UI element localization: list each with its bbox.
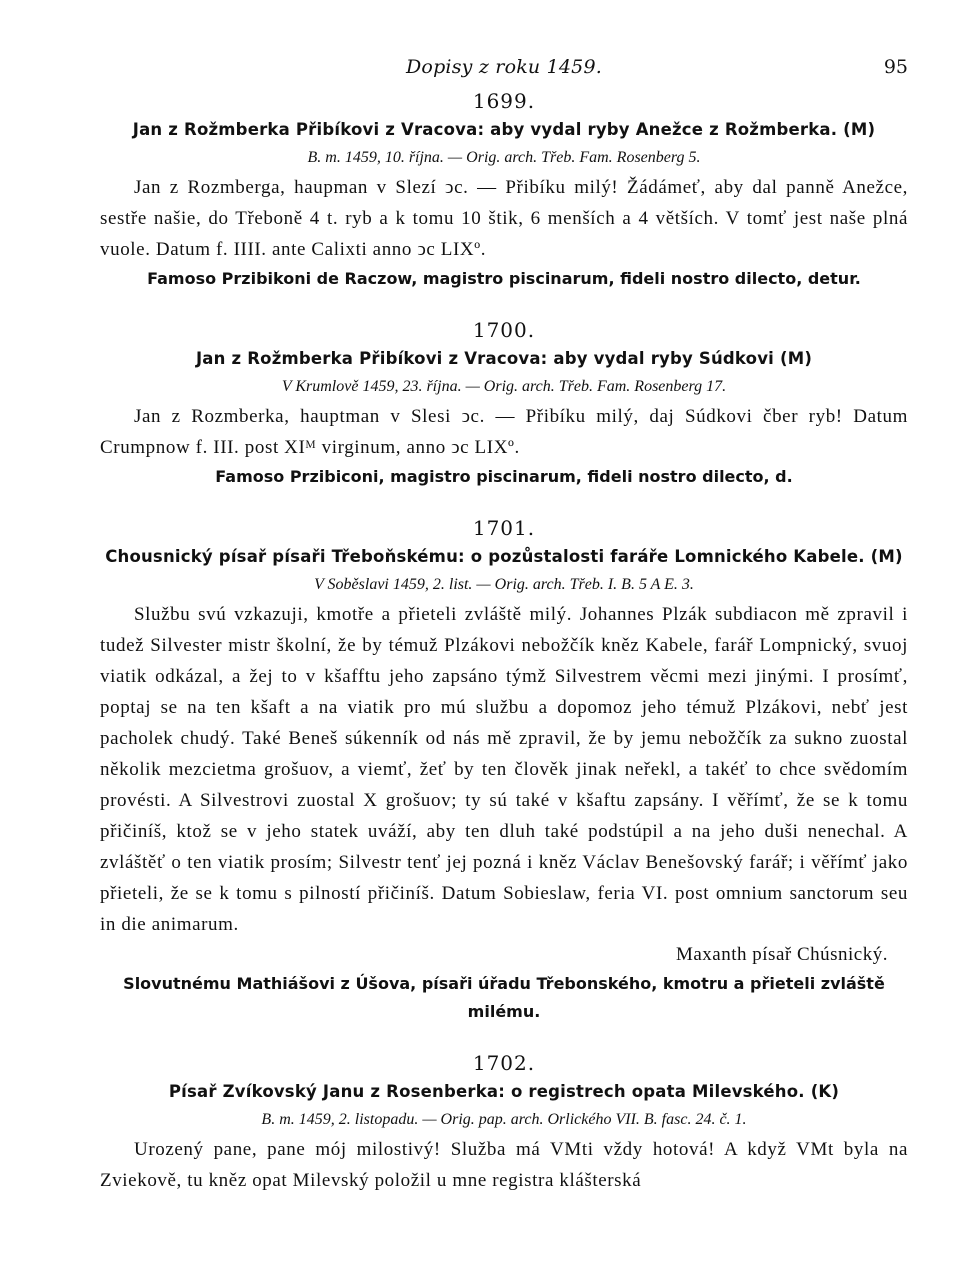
letter-1699 xyxy=(100,86,908,293)
letter-number: 1702. xyxy=(472,1051,536,1075)
running-head xyxy=(100,52,908,86)
letter-source: B. m. 1459, 10. října. — Orig. arch. Třeb. Fam. Rosenberg 5. xyxy=(307,149,701,166)
letter-number: 1700. xyxy=(472,318,536,342)
letter-number: 1699. xyxy=(472,89,536,113)
letter-heading: Písař Zvíkovský Janu z Rosenberka: o registrech opata Milevského. (K) xyxy=(168,1082,840,1101)
letter-body: Jan z Rozmberka, hauptman v Slesi ͻc. — Přibíku milý, daj Súdkovi čber ryb! Datum Crumpnow f. III. post XIᴹ virginum, anno ͻc LIXº. xyxy=(100,406,908,458)
running-head-title: Dopisy z roku 1459. xyxy=(406,56,602,78)
letter-source: B. m. 1459, 2. listopadu. — Orig. pap. arch. Orlického VII. B. fasc. 24. č. 1. xyxy=(261,1111,747,1128)
letter-source: V Soběslavi 1459, 2. list. — Orig. arch. Třeb. I. B. 5 A E. 3. xyxy=(314,576,694,593)
letter-heading: Jan z Rožmberka Přibíkovi z Vracova: aby vydal ryby Súdkovi (M) xyxy=(195,349,813,368)
letter-heading: Chousnický písař písaři Třeboňskému: o pozůstalosti faráře Lomnického Kabele. (M) xyxy=(105,547,903,566)
letter-number: 1701. xyxy=(472,516,536,540)
letter-1702 xyxy=(100,1048,908,1196)
page-number: 95 xyxy=(883,56,908,78)
letter-body: Jan z Rozmberga, haupman v Slezí ͻc. — Přibíku milý! Žádámeť, aby dal panně Anežce, sestře našie, do Třeboně 4 t. ryb a k tomu 10 štik, 6 menších a 4 větších. V tomť jest naše plná vuole. Datum f. IIII. ante Calixti anno ͻc LIXº. xyxy=(100,177,908,260)
letter-body: Službu svú vzkazuji, kmotře a přieteli zvláště milý. Johannes Plzák subdiacon mě zpravil i tudež Silvester mistr školní, že by témuž Plzákovi nebožčík kněz Kabele, farář Lompnický, svuoj viatik odkázal, a žej to v kšafftu jeho zapsáno týmž Silvestrem věcmi mezi jinými. I prosímť, poptaj se na ten kšaft a na viatik pro mú službu a dopomoz jeho témuž Plzákovi, nebť jest pacholek chudý. Také Beneš súkenník od nás mě zpravil, že by jemu nebožčík za sukno zuostal několik mezcietma grošuov, a viemť, žeť by ten člověk jinak neřekl, a takéť to chce svědomím provésti. A Silvestrovi zuostal X grošuov; ty sú také v kšaftu zapsány. I věřímť, že se k tomu přičiníš, ktož se v jeho statek uváží, aby ten dluh také podstúpil a na jeho duši nenechal. A zvláštěť o ten viatik prosím; Silvestr tenť jej pozná i kněz Václav Benešovský farář; i věřímť jako přieteli, že se k tomu s pilností přičiníš. Datum Sobieslaw, feria VI. post omnium sanctorum seu in die animarum. xyxy=(100,604,908,935)
document-page xyxy=(100,52,908,1196)
letter-1700 xyxy=(100,315,908,491)
letter-address: Famoso Przibikoni de Raczow, magistro piscinarum, fideli nostro dilecto, detur. xyxy=(147,269,861,288)
letter-address: Slovutnému Mathiášovi z Úšova, písaři úřadu Třebonského, kmotru a přieteli zvláště milému. xyxy=(123,974,885,1021)
letter-address: Famoso Przibiconi, magistro piscinarum, fideli nostro dilecto, d. xyxy=(215,467,793,486)
letter-heading: Jan z Rožmberka Přibíkovi z Vracova: aby vydal ryby Anežce z Rožmberka. (M) xyxy=(132,120,876,139)
letter-body: Urozený pane, pane mój milostivý! Služba má VMti vždy hotová! A když VMt byla na Zviekově, tu kněz opat Milevský položil u mne registra klášterská xyxy=(100,1139,908,1191)
letter-source: V Krumlově 1459, 23. října. — Orig. arch. Třeb. Fam. Rosenberg 17. xyxy=(281,378,727,395)
letter-1701 xyxy=(100,513,908,1026)
letter-signature: Maxanth písař Chúsnický. xyxy=(675,944,888,965)
